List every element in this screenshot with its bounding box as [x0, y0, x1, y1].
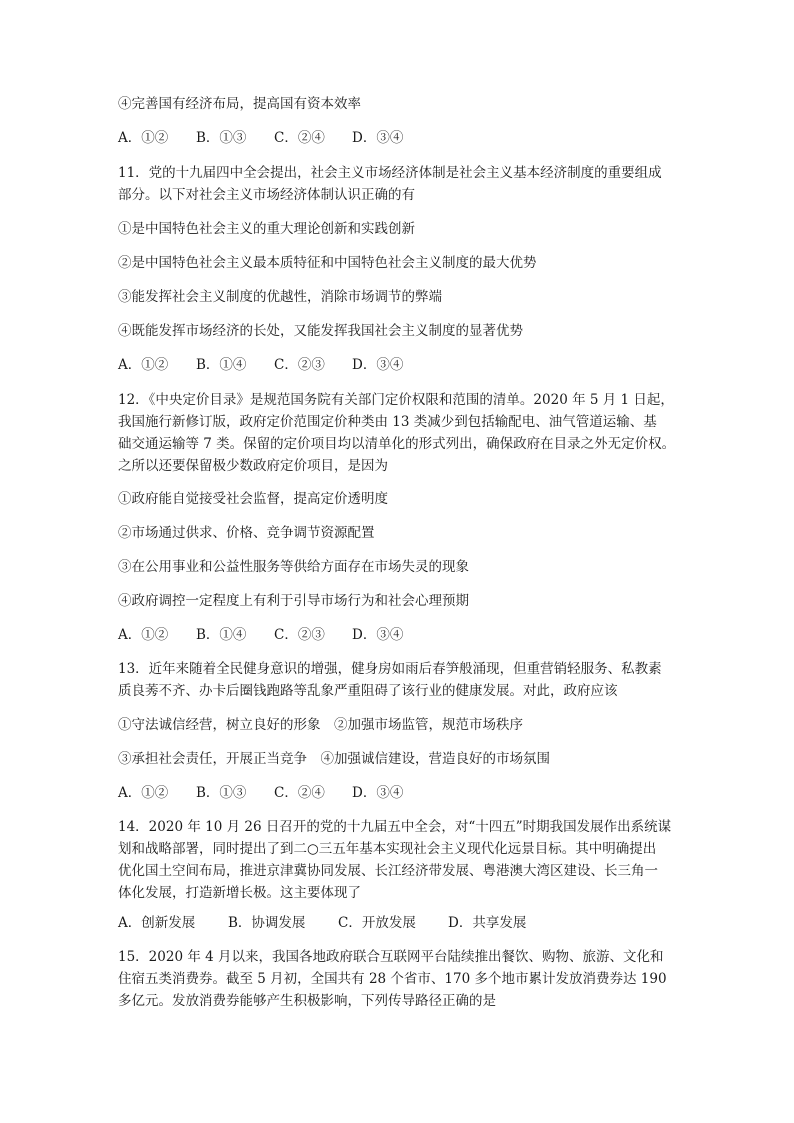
- question-12-answers: [118, 626, 403, 644]
- choice-b: B．①④: [196, 357, 247, 373]
- question-12-stem-line: 12．《中央定价目录》是规范国务院有关部门定价权限和范围的清单。2020 年 5 月 1 日起，: [118, 392, 674, 408]
- answer-choices: [118, 129, 403, 147]
- question-11-stem-line: 部分。以下对社会主义市场经济体制认识正确的有: [118, 187, 415, 203]
- choice-b: B．①③: [196, 785, 247, 801]
- question-15-stem-line: 15．2020 年 4 月以来，我国各地政府联合互联网平台陆续推出餐饮、购物、旅游、文化和: [118, 949, 664, 965]
- choice-d: D．③④: [352, 785, 404, 801]
- question-14-stem-line: 体化发展，打造新增长极。这主要体现了: [118, 885, 361, 901]
- question-11-option: ②是中国特色社会主义最本质特征和中国特色社会主义制度的最大优势: [118, 255, 537, 271]
- choice-a: A．①②: [118, 130, 169, 146]
- question-14-stem-line: 14．2020 年 10 月 26 日召开的党的十九届五中全会，对“十四五”时期我国发展作出系统谋: [118, 819, 672, 835]
- choice-b: B．协调发展: [228, 915, 306, 931]
- question-12-option: ②市场通过供求、价格、竞争调节资源配置: [118, 525, 375, 541]
- choice-d: D．③④: [352, 130, 404, 146]
- question-13-stem-line: 13．近年来随着全民健身意识的增强，健身房如雨后春笋般涌现，但重营销轻服务、私教素: [118, 661, 662, 677]
- choice-a: A．①②: [118, 357, 169, 373]
- question-11-answers: [118, 356, 403, 374]
- choice-c: C．②③: [274, 627, 325, 643]
- question-12-option: ①政府能自觉接受社会监督，提高定价透明度: [118, 491, 388, 507]
- question-11-option: ③能发挥社会主义制度的优越性，消除市场调节的弊端: [118, 289, 442, 305]
- question-12-option: ④政府调控一定程度上有利于引导市场行为和社会心理预期: [118, 593, 469, 609]
- choice-a: A．①②: [118, 627, 169, 643]
- choice-d: D．③④: [352, 627, 404, 643]
- question-15-stem-line: 多亿元。发放消费券能够产生积极影响，下列传导路径正确的是: [118, 993, 496, 1009]
- question-14-stem-line: 划和战略部署，同时提出了到二○三五年基本实现社会主义现代化远景目标。其中明确提出: [118, 841, 657, 857]
- question-12-stem-line: 础交通运输等 7 类。保留的定价项目均以清单化的形式列出，确保政府在目录之外无定价权。: [118, 436, 676, 452]
- question-11-option: ④既能发挥市场经济的长处，又能发挥我国社会主义制度的显著优势: [118, 323, 523, 339]
- question-12-stem-line: 我国施行新修订版，政府定价范围定价种类由 13 类减少到包括输配电、油气管道运输、基: [118, 414, 657, 430]
- choice-c: C．②④: [274, 785, 325, 801]
- question-14-stem-line: 优化国土空间布局，推进京津冀协同发展、长江经济带发展、粤港澳大湾区建设、长三角一: [118, 863, 658, 879]
- question-11-stem-line: 11．党的十九届四中全会提出，社会主义市场经济体制是社会主义基本经济制度的重要组成: [118, 165, 662, 181]
- choice-d: D．③④: [352, 357, 404, 373]
- option-4: ④完善国有经济布局，提高国有资本效率: [118, 96, 361, 112]
- choice-a: A．①②: [118, 785, 169, 801]
- choice-d: D．共享发展: [448, 915, 527, 931]
- choice-c: C．②④: [274, 130, 325, 146]
- question-12-option: ③在公用事业和公益性服务等供给方面存在市场失灵的现象: [118, 559, 469, 575]
- question-11-option: ①是中国特色社会主义的重大理论创新和实践创新: [118, 221, 415, 237]
- choice-c: C．②③: [274, 357, 325, 373]
- choice-c: C．开放发展: [338, 915, 416, 931]
- choice-a: A．创新发展: [118, 915, 196, 931]
- choice-b: B．①③: [196, 130, 247, 146]
- question-15-stem-line: 住宿五类消费券。截至 5 月初，全国共有 28 个省市、170 多个地市累计发放消费券达 190: [118, 971, 667, 987]
- question-13-option: ③承担社会责任，开展正当竞争 ④加强诚信建设，营造良好的市场氛围: [118, 751, 550, 767]
- choice-b: B．①④: [196, 627, 247, 643]
- question-12-stem-line: 之所以还要保留极少数政府定价项目，是因为: [118, 458, 388, 474]
- question-13-option: ①守法诚信经营，树立良好的形象 ②加强市场监管，规范市场秩序: [118, 717, 523, 733]
- question-13-stem-line: 质良莠不齐、办卡后圈钱跑路等乱象严重阻碍了该行业的健康发展。对此，政府应该: [118, 683, 618, 699]
- question-13-answers: [118, 784, 403, 802]
- question-14-answers: [118, 914, 526, 932]
